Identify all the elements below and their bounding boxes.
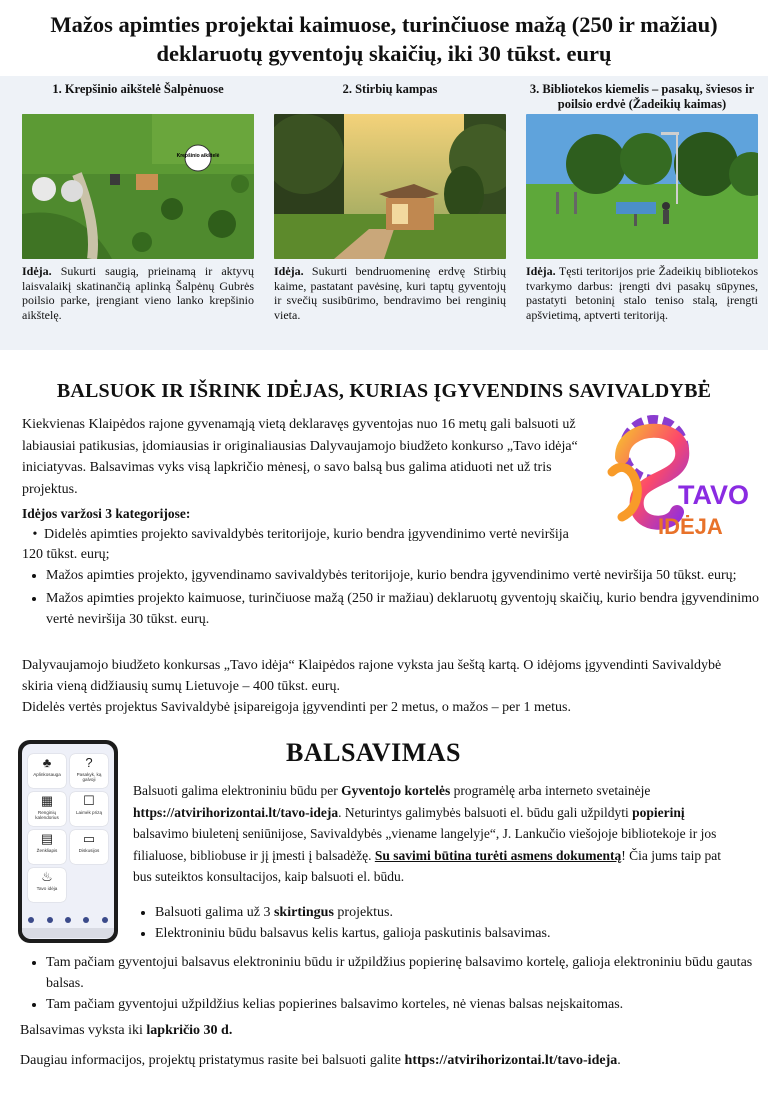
tile-diskusijos: ▭ Diskusijos — [70, 830, 108, 864]
phone-app-bar — [22, 914, 114, 926]
app-dot-icon — [65, 917, 71, 923]
tavo-ideja-logo — [592, 412, 752, 542]
more-info: Daugiau informacijos, projektų pristatymus rasite bei balsuoti galite https://atvirihorizontai.lt/tavo-ideja. — [20, 1053, 621, 1068]
project-desc-1: Idėja. Sukurti saugią, prieinamą ir aktyvų laisvalaikį skatinančią aplinką Šalpėnų Gubrės poilsio parke, įrengiant vieno lanko krepšinio aikštelę. — [22, 264, 254, 322]
vote-heading: BALSUOK IR IŠRINK IDĖJAS, KURIAS ĮGYVENDINS SAVIVALDYBĖ — [56, 380, 712, 402]
category-item-1: • Didelės apimties projekto savivaldybės teritorijoje, kurio bendra įgyvendinimo vertė neviršija 120 tūkst. eurų; — [22, 527, 569, 562]
title-line-1: Mažos apimties projektai kaimuose, turinčiuose mažą (250 ir mažiau) — [50, 12, 718, 37]
project-title-3: 3. Bibliotekos kiemelis – pasakų, šviesos ir poilsio erdvė (Žadeikių kaimas) — [529, 82, 755, 111]
app-dot-icon — [28, 917, 34, 923]
categories-title: Idėjos varžosi 3 kategorijose: — [22, 506, 191, 521]
phone-mockup — [18, 740, 118, 943]
chat-icon: ▭ — [82, 831, 96, 846]
tile-aplinkosauga: ♣ Aplinkosauga — [28, 754, 66, 788]
leaf-icon: ♣ — [42, 755, 52, 770]
budget-paragraph-2: Didelės vertės projektus Savivaldybė įsipareigoja įgyvendinti per 2 metus, o mažos – per 1 metus. — [22, 700, 571, 715]
intro-paragraph: Kiekvienas Klaipėdos rajone gyvenamąją vietą deklaravęs gyventojas nuo 16 metų gali balsuoti už labiausiai patikusias, įdomiausias ir originaliausias Dalyvaujamojo biudžeto konkurso „Tavo idėja“ iniciatyvas. Balsavimas vyks visą lapkričio mėnesį, o savo balsą bus galima atiduoti net už tris projektus. — [22, 417, 578, 497]
voting-rule-2: • Elektroniniu būdu balsavus kelis kartus, galioja paskutinis balsavimas. — [155, 923, 765, 944]
app-dot-icon — [47, 917, 53, 923]
tile-zemelapis: ▤ Ženkliapis — [28, 830, 66, 864]
budget-paragraph-1: Dalyvaujamojo biudžeto konkursas „Tavo idėja“ Klaipėdos rajone vyksta jau šeštą kartą. O idėjoms įgyvendinti Savivaldybė skiria vieną didžiausių sumų Lietuvoje – 400 tūkst. eurų. — [22, 658, 722, 694]
title-line-2: deklaruotų gyventojų skaičių, iki 30 tūkst. eurų — [156, 41, 612, 66]
category-item-2: • Mažos apimties projekto, įgyvendinamo savivaldybės teritorijoje, kurio bendra įgyvendinimo vertė neviršija 50 tūkst. eurų; — [46, 565, 768, 586]
app-dot-icon — [102, 917, 108, 923]
categories-list — [22, 565, 768, 632]
calendar-icon: ▦ — [40, 793, 54, 808]
project-image-basketball — [22, 114, 254, 259]
category-item-3: • Mažos apimties projekto kaimuose, turinčiuose mažą (250 ir mažiau) deklaruotų gyventojų skaičių, kurio bendra įgyvendinimo vertė neviršija 30 tūkst. eurų. — [46, 588, 768, 630]
page-title — [0, 10, 768, 68]
speech-icon: ? — [85, 755, 93, 770]
basketball-sign-text: Krepšinio aikštelė — [176, 153, 220, 159]
phone-nav-bar — [22, 928, 114, 938]
projects-band — [0, 76, 768, 350]
project-title-2: 2. Stirbių kampas — [342, 82, 438, 96]
project-desc-2: Idėja. Sukurti bendruomeninę erdvę Stirbių kaime, pastatant pavėsinę, kuri taptų gyventojų ir svečių susibūrimo, bendravimo bei renginių vieta. — [274, 264, 506, 322]
map-icon: ▤ — [40, 831, 54, 846]
tile-laimek: ☐ Laimėk prizą — [70, 792, 108, 826]
app-dot-icon — [83, 917, 89, 923]
tile-renginiai: ▦ Renginių kalendorius — [28, 792, 66, 826]
project-card-1 — [22, 76, 254, 322]
voting-rules-list — [133, 902, 765, 944]
project-title-1: 1. Krepšinio aikštelė Šalpėnuose — [52, 82, 224, 96]
voting-heading: BALSAVIMAS — [286, 738, 462, 767]
phone-screen — [22, 744, 114, 939]
voting-notes-list — [22, 952, 768, 1015]
project-desc-3: Idėja. Tęsti teritorijos prie Žadeikių bibliotekos tvarkymo darbus: įrengti dvi pasakų sūpynes, pastatyti betoninį stalo teniso stalą, įrengti apšvietimą, aptverti teritoriją. — [526, 264, 758, 322]
voting-paragraph: Balsuoti galima elektroniniu būdu per Gyventojo kortelės programėlę arba interneto svetainėje https://atvirihorizontai.lt/tavo-ideja. Neturintys galimybės balsuoti el. būdu gali užpildyti popierinį balsavimo biuletenį seniūnijose, Savivaldybės „viename langelyje“, J. Lankučio viešojoje bibliotekoje ir jos filialuose, bibliobuse ir jį įmesti į balsadėžę. Su savimi būtina turėti asmens dokumentą! Čia jums taip pat bus suteiktos konsultacijos, kaip balsuoti el. būdu. — [133, 783, 721, 884]
more-info-link[interactable]: https://atvirihorizontai.lt/tavo-ideja — [404, 1053, 618, 1068]
project-image-library-yard — [526, 114, 758, 259]
voting-rule-1: • Balsuoti galima už 3 skirtingus projektus. — [155, 902, 765, 923]
project-card-3 — [526, 76, 758, 322]
logo-word-tavo: TAVO — [678, 480, 749, 510]
project-image-gazebo — [274, 114, 506, 259]
tile-tavo-ideja: ♨ Tavo idėja — [28, 868, 66, 902]
voting-note-2: • Tam pačiam gyventojui užpildžius kelias popierines balsavimo korteles, nė vienas balsas neįskaitomas. — [46, 994, 768, 1015]
pot-icon: ♨ — [41, 869, 53, 884]
voting-note-1: • Tam pačiam gyventojui balsavus elektroniniu būdu ir užpildžius popierinę balsavimo kortelę, galioja elektroniniu būdu gautas balsas. — [46, 952, 768, 994]
voting-deadline: Balsavimas vyksta iki lapkričio 30 d. — [20, 1023, 233, 1038]
logo-word-ideja: IDĖJA — [658, 514, 723, 539]
gift-icon: ☐ — [83, 793, 95, 808]
project-card-2 — [274, 76, 506, 322]
budget-paragraph — [22, 655, 752, 718]
tile-pasakyk: ? Pasakyk, ką galvoji — [70, 754, 108, 788]
